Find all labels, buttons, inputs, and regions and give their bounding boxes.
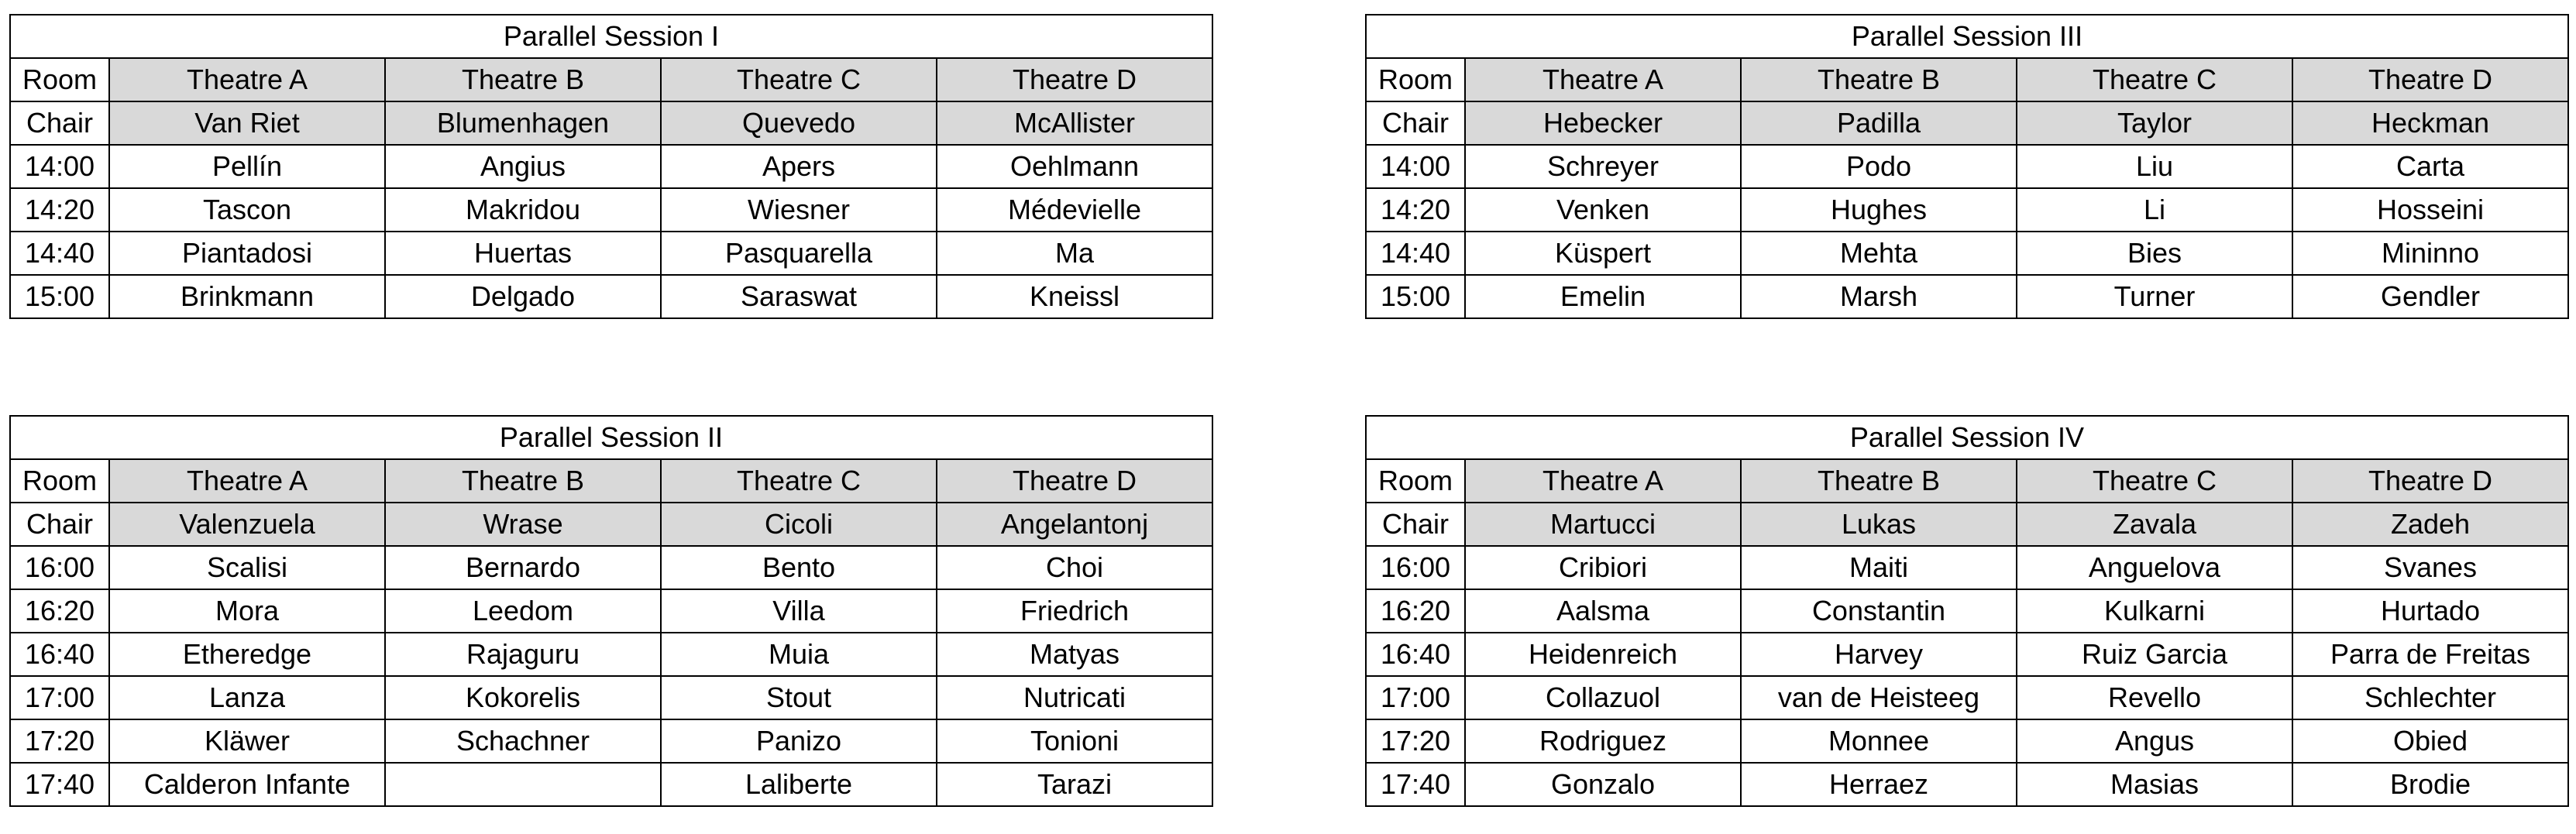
chair-name: Wrase — [385, 503, 661, 546]
speaker-cell: Podo — [1741, 145, 2017, 188]
speaker-cell: Revello — [2017, 676, 2292, 719]
chair-row — [10, 101, 1212, 145]
speaker-cell: Hughes — [1741, 188, 2017, 232]
speaker-cell: Bento — [661, 546, 937, 589]
speaker-cell: Makridou — [385, 188, 661, 232]
speaker-cell: Cribiori — [1465, 546, 1741, 589]
slot-time: 14:00 — [10, 145, 109, 188]
slot-time: 17:00 — [10, 676, 109, 719]
speaker-cell: Hosseini — [2292, 188, 2568, 232]
speaker-cell: Nutricati — [937, 676, 1212, 719]
room-row — [1366, 459, 2568, 503]
speaker-cell: van de Heisteeg — [1741, 676, 2017, 719]
speaker-cell: Médevielle — [937, 188, 1212, 232]
speaker-cell: Oehlmann — [937, 145, 1212, 188]
speaker-cell: Masias — [2017, 763, 2292, 806]
slot-time: 14:20 — [10, 188, 109, 232]
chair-name: Zadeh — [2292, 503, 2568, 546]
speaker-cell: Huertas — [385, 232, 661, 275]
slot-row — [1366, 232, 2568, 275]
speaker-cell: Brinkmann — [109, 275, 385, 318]
speaker-cell: Collazuol — [1465, 676, 1741, 719]
room-name: Theatre A — [109, 459, 385, 503]
slot-row — [1366, 275, 2568, 318]
slot-row — [10, 188, 1212, 232]
speaker-cell: Delgado — [385, 275, 661, 318]
speaker-cell: Gendler — [2292, 275, 2568, 318]
speaker-cell: Marsh — [1741, 275, 2017, 318]
room-name: Theatre C — [661, 459, 937, 503]
speaker-cell: Villa — [661, 589, 937, 633]
speaker-cell: Ruiz Garcia — [2017, 633, 2292, 676]
room-name: Theatre B — [385, 58, 661, 101]
speaker-cell: Schachner — [385, 719, 661, 763]
speaker-cell: Scalisi — [109, 546, 385, 589]
slot-time: 17:20 — [1366, 719, 1465, 763]
speaker-cell: Tascon — [109, 188, 385, 232]
chair-row — [10, 503, 1212, 546]
slot-row — [10, 546, 1212, 589]
chair-name: Heckman — [2292, 101, 2568, 145]
speaker-cell: Kneissl — [937, 275, 1212, 318]
speaker-cell: Tarazi — [937, 763, 1212, 806]
chair-name: Cicoli — [661, 503, 937, 546]
speaker-cell: Turner — [2017, 275, 2292, 318]
slot-row — [1366, 145, 2568, 188]
speaker-cell: Bies — [2017, 232, 2292, 275]
speaker-cell: Rodriguez — [1465, 719, 1741, 763]
room-row — [10, 459, 1212, 503]
speaker-cell: Constantin — [1741, 589, 2017, 633]
slot-time: 14:40 — [1366, 232, 1465, 275]
speaker-cell: Li — [2017, 188, 2292, 232]
chair-name: Van Riet — [109, 101, 385, 145]
chair-name: Lukas — [1741, 503, 2017, 546]
slot-row — [1366, 546, 2568, 589]
speaker-cell: Kläwer — [109, 719, 385, 763]
speaker-cell: Obied — [2292, 719, 2568, 763]
session-title: Parallel Session IV — [1366, 416, 2568, 459]
speaker-cell: Apers — [661, 145, 937, 188]
speaker-cell: Piantadosi — [109, 232, 385, 275]
speaker-cell: Muia — [661, 633, 937, 676]
speaker-cell: Rajaguru — [385, 633, 661, 676]
speaker-cell: Emelin — [1465, 275, 1741, 318]
slot-time: 16:00 — [10, 546, 109, 589]
speaker-cell: Friedrich — [937, 589, 1212, 633]
slot-time: 17:40 — [1366, 763, 1465, 806]
speaker-cell: Saraswat — [661, 275, 937, 318]
slot-time: 15:00 — [1366, 275, 1465, 318]
speaker-cell: Herraez — [1741, 763, 2017, 806]
room-label: Room — [1366, 58, 1465, 101]
session-title: Parallel Session II — [10, 416, 1212, 459]
chair-name: Hebecker — [1465, 101, 1741, 145]
room-label: Room — [1366, 459, 1465, 503]
room-name: Theatre A — [1465, 459, 1741, 503]
speaker-cell: Harvey — [1741, 633, 2017, 676]
speaker-cell: Stout — [661, 676, 937, 719]
slot-row — [1366, 633, 2568, 676]
slot-row — [10, 232, 1212, 275]
room-name: Theatre A — [109, 58, 385, 101]
slot-time: 14:40 — [10, 232, 109, 275]
speaker-cell: Pasquarella — [661, 232, 937, 275]
slot-row — [10, 763, 1212, 806]
speaker-cell-empty — [385, 763, 661, 806]
speaker-cell: Schreyer — [1465, 145, 1741, 188]
speaker-cell: Svanes — [2292, 546, 2568, 589]
chair-name: Quevedo — [661, 101, 937, 145]
chair-name: Valenzuela — [109, 503, 385, 546]
speaker-cell: Mehta — [1741, 232, 2017, 275]
chair-name: Martucci — [1465, 503, 1741, 546]
speaker-cell: Tonioni — [937, 719, 1212, 763]
speaker-cell: Kokorelis — [385, 676, 661, 719]
room-row — [10, 58, 1212, 101]
room-name: Theatre D — [2292, 459, 2568, 503]
chair-label: Chair — [10, 101, 109, 145]
speaker-cell: Hurtado — [2292, 589, 2568, 633]
room-name: Theatre D — [937, 58, 1212, 101]
chair-name: Angelantonj — [937, 503, 1212, 546]
speaker-cell: Gonzalo — [1465, 763, 1741, 806]
chair-label: Chair — [10, 503, 109, 546]
chair-name: Taylor — [2017, 101, 2292, 145]
slot-time: 17:20 — [10, 719, 109, 763]
speaker-cell: Etheredge — [109, 633, 385, 676]
session-table-1 — [9, 14, 1213, 319]
session-table-4 — [1365, 415, 2569, 807]
slot-row — [1366, 719, 2568, 763]
speaker-cell: Schlechter — [2292, 676, 2568, 719]
slot-row — [1366, 188, 2568, 232]
speaker-cell: Liu — [2017, 145, 2292, 188]
room-name: Theatre D — [2292, 58, 2568, 101]
session-title: Parallel Session I — [10, 15, 1212, 58]
room-name: Theatre C — [661, 58, 937, 101]
speaker-cell: Leedom — [385, 589, 661, 633]
chair-name: McAllister — [937, 101, 1212, 145]
speaker-cell: Panizo — [661, 719, 937, 763]
session-table-3 — [1365, 14, 2569, 319]
slot-time: 16:40 — [10, 633, 109, 676]
speaker-cell: Parra de Freitas — [2292, 633, 2568, 676]
room-name: Theatre B — [1741, 459, 2017, 503]
speaker-cell: Angus — [2017, 719, 2292, 763]
room-name: Theatre B — [1741, 58, 2017, 101]
room-row — [1366, 58, 2568, 101]
slot-row — [1366, 763, 2568, 806]
slot-row — [1366, 589, 2568, 633]
chair-row — [1366, 101, 2568, 145]
speaker-cell: Angius — [385, 145, 661, 188]
chair-name: Zavala — [2017, 503, 2292, 546]
speaker-cell: Heidenreich — [1465, 633, 1741, 676]
room-name: Theatre C — [2017, 58, 2292, 101]
chair-label: Chair — [1366, 503, 1465, 546]
room-label: Room — [10, 58, 109, 101]
slot-row — [10, 589, 1212, 633]
speaker-cell: Laliberte — [661, 763, 937, 806]
speaker-cell: Monnee — [1741, 719, 2017, 763]
slot-time: 16:20 — [10, 589, 109, 633]
speaker-cell: Matyas — [937, 633, 1212, 676]
slot-row — [10, 633, 1212, 676]
speaker-cell: Küspert — [1465, 232, 1741, 275]
room-name: Theatre D — [937, 459, 1212, 503]
speaker-cell: Maiti — [1741, 546, 2017, 589]
slot-time: 14:00 — [1366, 145, 1465, 188]
speaker-cell: Venken — [1465, 188, 1741, 232]
slot-time: 17:40 — [10, 763, 109, 806]
room-name: Theatre B — [385, 459, 661, 503]
slot-row — [10, 145, 1212, 188]
slot-row — [10, 719, 1212, 763]
chair-name: Padilla — [1741, 101, 2017, 145]
slot-time: 16:40 — [1366, 633, 1465, 676]
speaker-cell: Aalsma — [1465, 589, 1741, 633]
slot-time: 17:00 — [1366, 676, 1465, 719]
speaker-cell: Calderon Infante — [109, 763, 385, 806]
slot-row — [10, 676, 1212, 719]
chair-row — [1366, 503, 2568, 546]
slot-time: 16:00 — [1366, 546, 1465, 589]
speaker-cell: Anguelova — [2017, 546, 2292, 589]
slot-time: 14:20 — [1366, 188, 1465, 232]
slot-time: 16:20 — [1366, 589, 1465, 633]
speaker-cell: Kulkarni — [2017, 589, 2292, 633]
room-name: Theatre C — [2017, 459, 2292, 503]
speaker-cell: Choi — [937, 546, 1212, 589]
slot-time: 15:00 — [10, 275, 109, 318]
speaker-cell: Lanza — [109, 676, 385, 719]
room-name: Theatre A — [1465, 58, 1741, 101]
speaker-cell: Mininno — [2292, 232, 2568, 275]
slot-row — [1366, 676, 2568, 719]
chair-name: Blumenhagen — [385, 101, 661, 145]
chair-label: Chair — [1366, 101, 1465, 145]
speaker-cell: Ma — [937, 232, 1212, 275]
slot-row — [10, 275, 1212, 318]
session-title: Parallel Session III — [1366, 15, 2568, 58]
speaker-cell: Pellín — [109, 145, 385, 188]
speaker-cell: Brodie — [2292, 763, 2568, 806]
speaker-cell: Bernardo — [385, 546, 661, 589]
speaker-cell: Wiesner — [661, 188, 937, 232]
session-table-2 — [9, 415, 1213, 807]
room-label: Room — [10, 459, 109, 503]
speaker-cell: Carta — [2292, 145, 2568, 188]
speaker-cell: Mora — [109, 589, 385, 633]
